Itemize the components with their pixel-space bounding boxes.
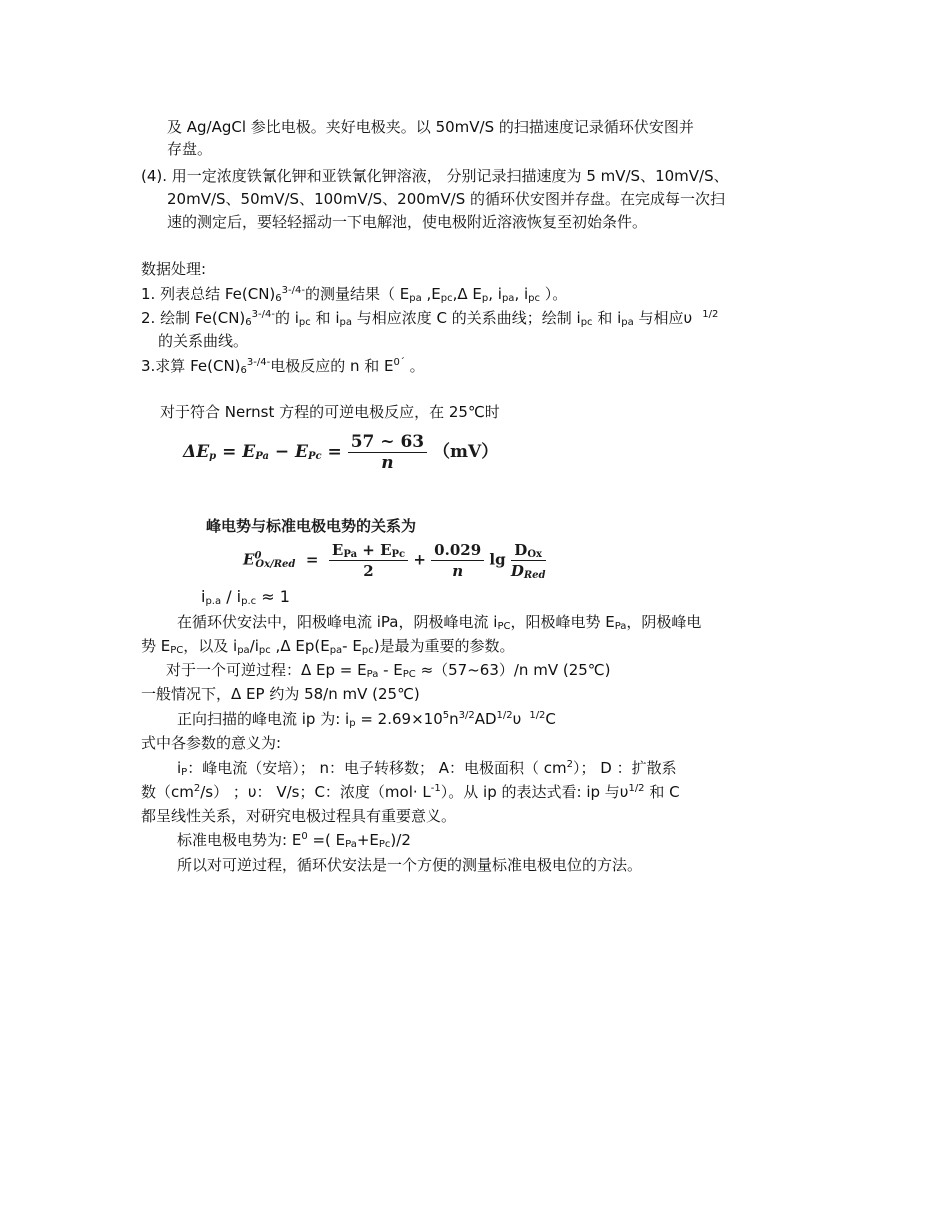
text-line: 速的测定后，要轻轻摇动一下电解池，使电极附近溶液恢复至初始条件。 bbox=[167, 213, 648, 231]
list-item: 2. 绘制 $Fe(CN)_6^{3-/4-}$的 $i_{pc}$ 和 $i_{pa}$ 与相应浓度 C 的关系曲线；绘制 $i_{pc}$ 和 $i_{pa}$ 与相应υ $^{1/2}$ bbox=[141, 309, 719, 328]
list-item: 3.求算 $Fe(CN)_6^{3-/4-}$电极反应的 n 和 $E^{0´}$ 。 bbox=[141, 357, 425, 376]
text-line: 对于一个可逆过程：Δ $Ep = E_{Pa} - E_{PC}$ ≈（57~63）/n mV (25℃) bbox=[166, 661, 611, 680]
section-heading: 数据处理: bbox=[141, 260, 207, 278]
text-line: 20mV/S、50mV/S、100mV/S、200mV/S 的循环伏安图并存盘。在完成每一次扫 bbox=[167, 190, 725, 208]
equation-standard-potential: $E^0_{Ox/Red}$ = $\frac{E_{Pa} + E_{Pc}}{2}$ + $\frac{0.029}{n}$ lg $\frac{D_{Ox}}{D_{Red}}$ bbox=[243, 541, 546, 581]
text-line: $i_P$：峰电流（安培）； n：电子转移数； A：电极面积（ $cm^2$）； D ：扩散系 bbox=[177, 759, 677, 778]
equation-title: 峰电势与标准电极电势的关系为 bbox=[206, 517, 417, 535]
text-line: 所以对可逆过程，循环伏安法是一个方便的测量标准电极电位的方法。 bbox=[177, 856, 643, 874]
list-item: 1. 列表总结 $Fe(CN)_6^{3-/4-}$的测量结果（ $E_{pa}$ $,E_{pc},\Delta$ $E_p$, $i_{pa}$, $i_{pc}$ ）。 bbox=[141, 285, 568, 304]
text-line: 都呈线性关系，对研究电极过程具有重要意义。 bbox=[141, 807, 457, 825]
text-line: (4). 用一定浓度铁氰化钾和亚铁氰化钾溶液， 分别记录扫描速度为 5 mV/S、10mV/S、 bbox=[141, 167, 729, 185]
text-line: 及 Ag/AgCl 参比电极。夹好电极夹。以 50mV/S 的扫描速度记录循环伏安图并 bbox=[167, 118, 694, 136]
text-line: 数$(cm^2/s)$ ；υ： V/s；C：浓度$(mol\cdot L^{-1})$。从 ip 的表达式看: ip 与$\upsilon^{1/2}$ 和 C bbox=[141, 783, 680, 801]
ratio-line: $i_{p.a} / i_{p.c} \approx 1$ bbox=[201, 587, 290, 607]
text-line: 存盘。 bbox=[167, 140, 213, 158]
text-line: 在循环伏安法中，阳极峰电流 iPa，阴极峰电流 $i_{PC}$，阳极峰电势 $E_{Pa}$，阴极峰电 bbox=[177, 613, 702, 632]
text-line: 正向扫描的峰电流 ip 为: $i_p = 2.69\times 10^5n^{3/2}AD^{1/2}\upsilon$ $^{1/2}$C bbox=[177, 710, 556, 729]
text-line: 式中各参数的意义为: bbox=[141, 734, 282, 752]
text-line: 对于符合 Nernst 方程的可逆电极反应，在 25℃时 bbox=[160, 403, 500, 421]
text-line: 标准电极电势为: $E^0$ =( $E_{Pa}+E_{Pc})/2$ bbox=[177, 831, 411, 850]
text-line: 一般情况下，Δ EP 约为 58/n mV (25℃) bbox=[141, 685, 420, 703]
equation-delta-ep: $\Delta E_p = E_{Pa} - E_{Pc}$ = $\frac{57 \sim 63}{n}$ （mV） bbox=[183, 432, 499, 473]
text-line: 势 $E_{PC}$，以及 $i_{pa}/i_{pc}$ ,Δ $Ep(E_{pa}-$ $E_{pc}$)是最为重要的参数。 bbox=[141, 637, 515, 656]
text-line: 的关系曲线。 bbox=[158, 332, 249, 350]
